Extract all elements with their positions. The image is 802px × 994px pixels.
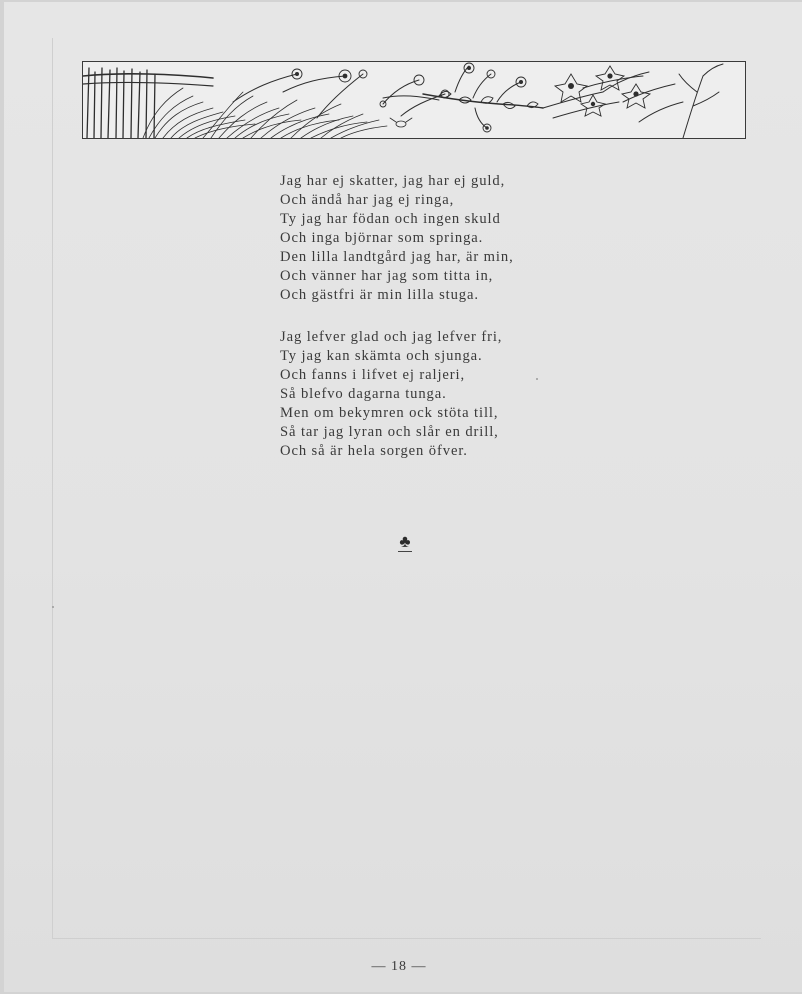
- ornament-underline: [398, 551, 412, 552]
- poem-line: Ty jag har födan och ingen skuld: [280, 211, 501, 227]
- paper-speck: [52, 606, 54, 608]
- poem-line: Och gästfri är min lilla stuga.: [280, 287, 479, 303]
- poem-stanza-2: [280, 328, 502, 461]
- poem-line: Jag lefver glad och jag lefver fri,: [280, 329, 503, 345]
- poem-line: Och fanns i lifvet ej raljeri,: [280, 367, 466, 383]
- club-ornament-icon: [392, 534, 418, 554]
- poem-line: Så tar jag lyran och slår en drill,: [280, 424, 499, 440]
- poem-line: Ty jag kan skämta och sjunga.: [280, 348, 483, 364]
- floral-vignette-illustration: [82, 61, 746, 139]
- book-page: [4, 2, 802, 992]
- ornament-glyph: ♣: [399, 532, 411, 551]
- paper-speck: [536, 378, 538, 380]
- poem-line: Men om bekymren ock stöta till,: [280, 405, 499, 421]
- poem-line: Jag har ej skatter, jag har ej guld,: [280, 173, 506, 189]
- poem-line: Och så är hela sorgen öfver.: [280, 443, 468, 459]
- poem-line: Så blefvo dagarna tunga.: [280, 386, 447, 402]
- poem-line: Och inga björnar som springa.: [280, 230, 484, 246]
- page-number: — 18 —: [371, 959, 427, 974]
- poem-line: Den lilla landtgård jag har, är min,: [280, 249, 514, 265]
- poem-line: Och vänner har jag som titta in,: [280, 268, 494, 284]
- floral-vignette-drawing: [83, 62, 745, 138]
- poem-stanza-1: [280, 172, 514, 305]
- poem-line: Och ändå har jag ej ringa,: [280, 192, 455, 208]
